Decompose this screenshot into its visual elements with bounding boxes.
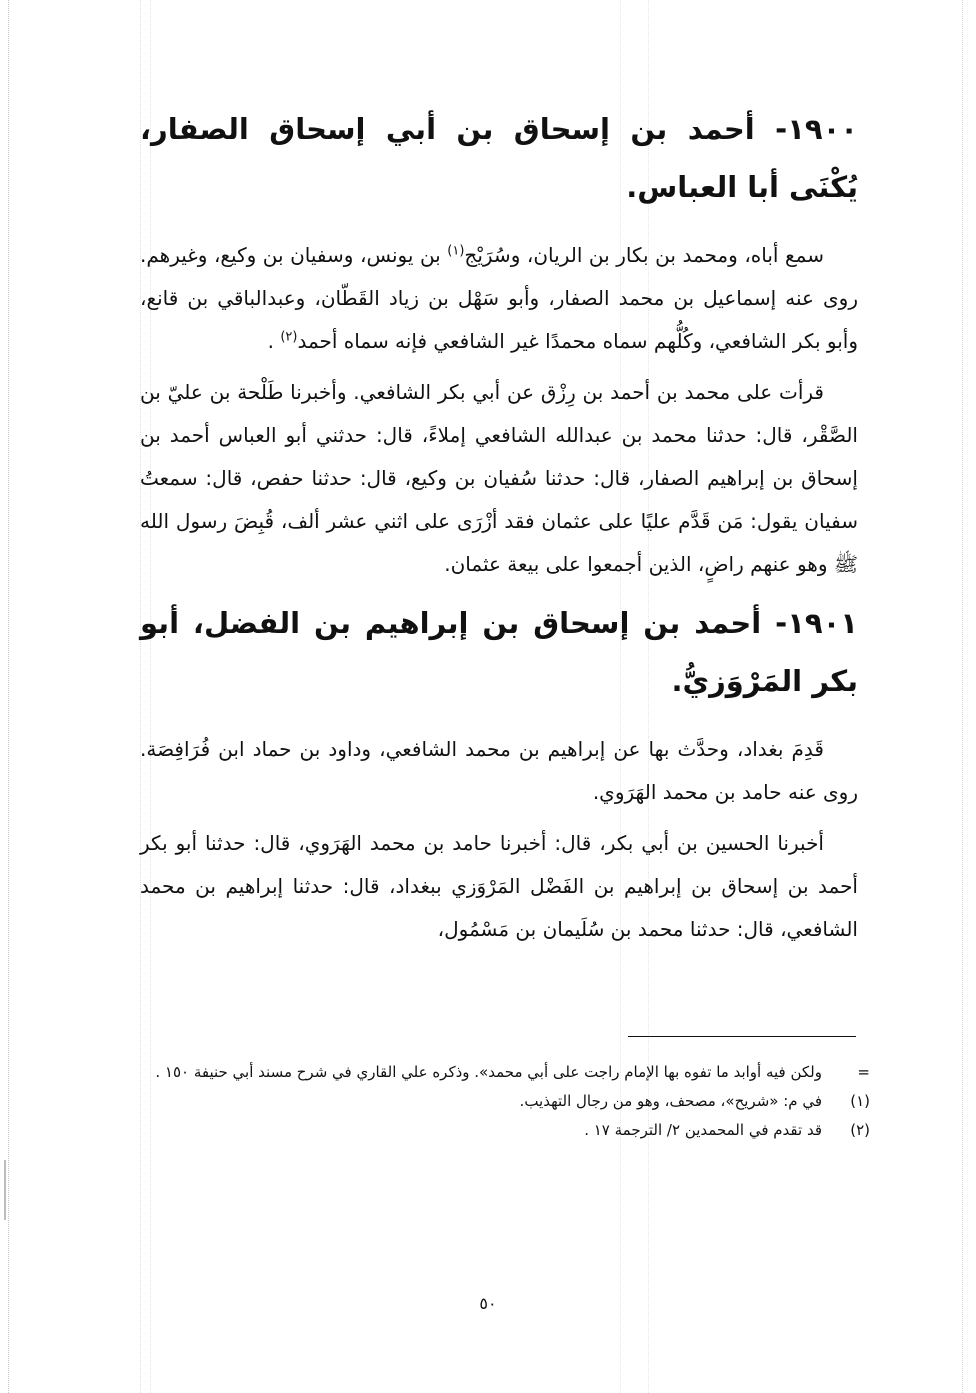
footnote-text: في م: «شريح»، مصحف، وهو من رجال التهذيب.: [519, 1092, 822, 1110]
footnote-reference-2[interactable]: (٢): [280, 329, 298, 345]
footnote-marker: =: [857, 1063, 870, 1081]
footnote-separator: [628, 1036, 856, 1037]
footnote-text: قد تقدم في المحمدين ٢/ الترجمة ١٧ .: [584, 1121, 822, 1139]
footnote-marker: (٢): [850, 1121, 870, 1139]
main-text: [140, 100, 858, 959]
entry-1901-paragraph-1: قَدِمَ بغداد، وحدَّث بها عن إبراهيم بن محمد الشافعي، وداود بن حماد ابن فُرَافِصَة. روى عنه حامد بن محمد الهَرَوي.: [140, 737, 858, 804]
scan-artifact-line: [962, 0, 963, 1393]
entry-1901-paragraph-2: أخبرنا الحسين بن أبي بكر، قال: أخبرنا حامد بن محمد الهَرَوي، قال: حدثنا أبو بكر أحمد بن إسحاق بن إبراهيم بن الفَضْل المَرْوَزي ببغداد، قال: حدثنا إبراهيم بن محمد الشافعي، قال: حدثنا محمد بن سُلَيمان بن مَسْمُول،: [140, 831, 858, 941]
page-number: ٥٠: [479, 1294, 497, 1313]
paragraph-text: .: [267, 329, 281, 353]
footnote-1: [140, 1087, 870, 1116]
scan-artifact-mark: [4, 1160, 6, 1220]
entry-1900-paragraph-1: [140, 234, 858, 363]
footnote-reference-1[interactable]: (١): [447, 243, 465, 259]
footnote-2: [140, 1116, 870, 1145]
paragraph-text: بن يونس، وسفيان بن وكيع، وغيرهم. روى عنه إسماعيل بن محمد الصفار، وأبو سَهْل بن زياد القَطّان، وعبدالباقي بن قانع، وأبو بكر الشافعي، وكُلُّهم سماه محمدًا غير الشافعي فإنه سماه أحمد: [140, 243, 858, 353]
scan-artifact-line: [8, 0, 9, 1393]
paragraph-text: سمع أباه، ومحمد بن بكار بن الريان، وسُرَيْج: [464, 243, 824, 267]
entry-heading-1900: ١٩٠٠- أحمد بن إسحاق بن أبي إسحاق الصفار، يُكْنَى أبا العباس.: [140, 112, 858, 204]
entry-1900-paragraph-2: قرأت على محمد بن أحمد بن رِزْق عن أبي بكر الشافعي. وأخبرنا طَلْحة بن عليّ بن الصَّقْر، قال: حدثنا محمد بن عبدالله الشافعي إملاءً، قال: حدثني أبو العباس أحمد بن إسحاق بن إبراهيم الصفار، قال: حدثنا سُفيان بن وكيع، قال: حدثنا حفص، قال: سمعتُ سفيان يقول: مَن قَدَّم عليًا على عثمان فقد أزْرَى على اثني عشر ألف، قُبِضَ رسول الله ﷺ وهو عنهم راضٍ، الذين أجمعوا على بيعة عثمان.: [140, 380, 858, 576]
footnote-marker: (١): [850, 1092, 870, 1110]
entry-heading-1901: ١٩٠١- أحمد بن إسحاق بن إبراهيم بن الفضل، أبو بكر المَرْوَزيُّ.: [140, 606, 858, 698]
footnote-continuation: [140, 1058, 870, 1087]
footnote-text: ولكن فيه أوابد ما تفوه بها الإمام راجت على أبي محمد». وذكره علي القاري في شرح مسند أبي حنيفة ١٥٠ .: [155, 1063, 822, 1081]
footnotes: [140, 1058, 870, 1145]
